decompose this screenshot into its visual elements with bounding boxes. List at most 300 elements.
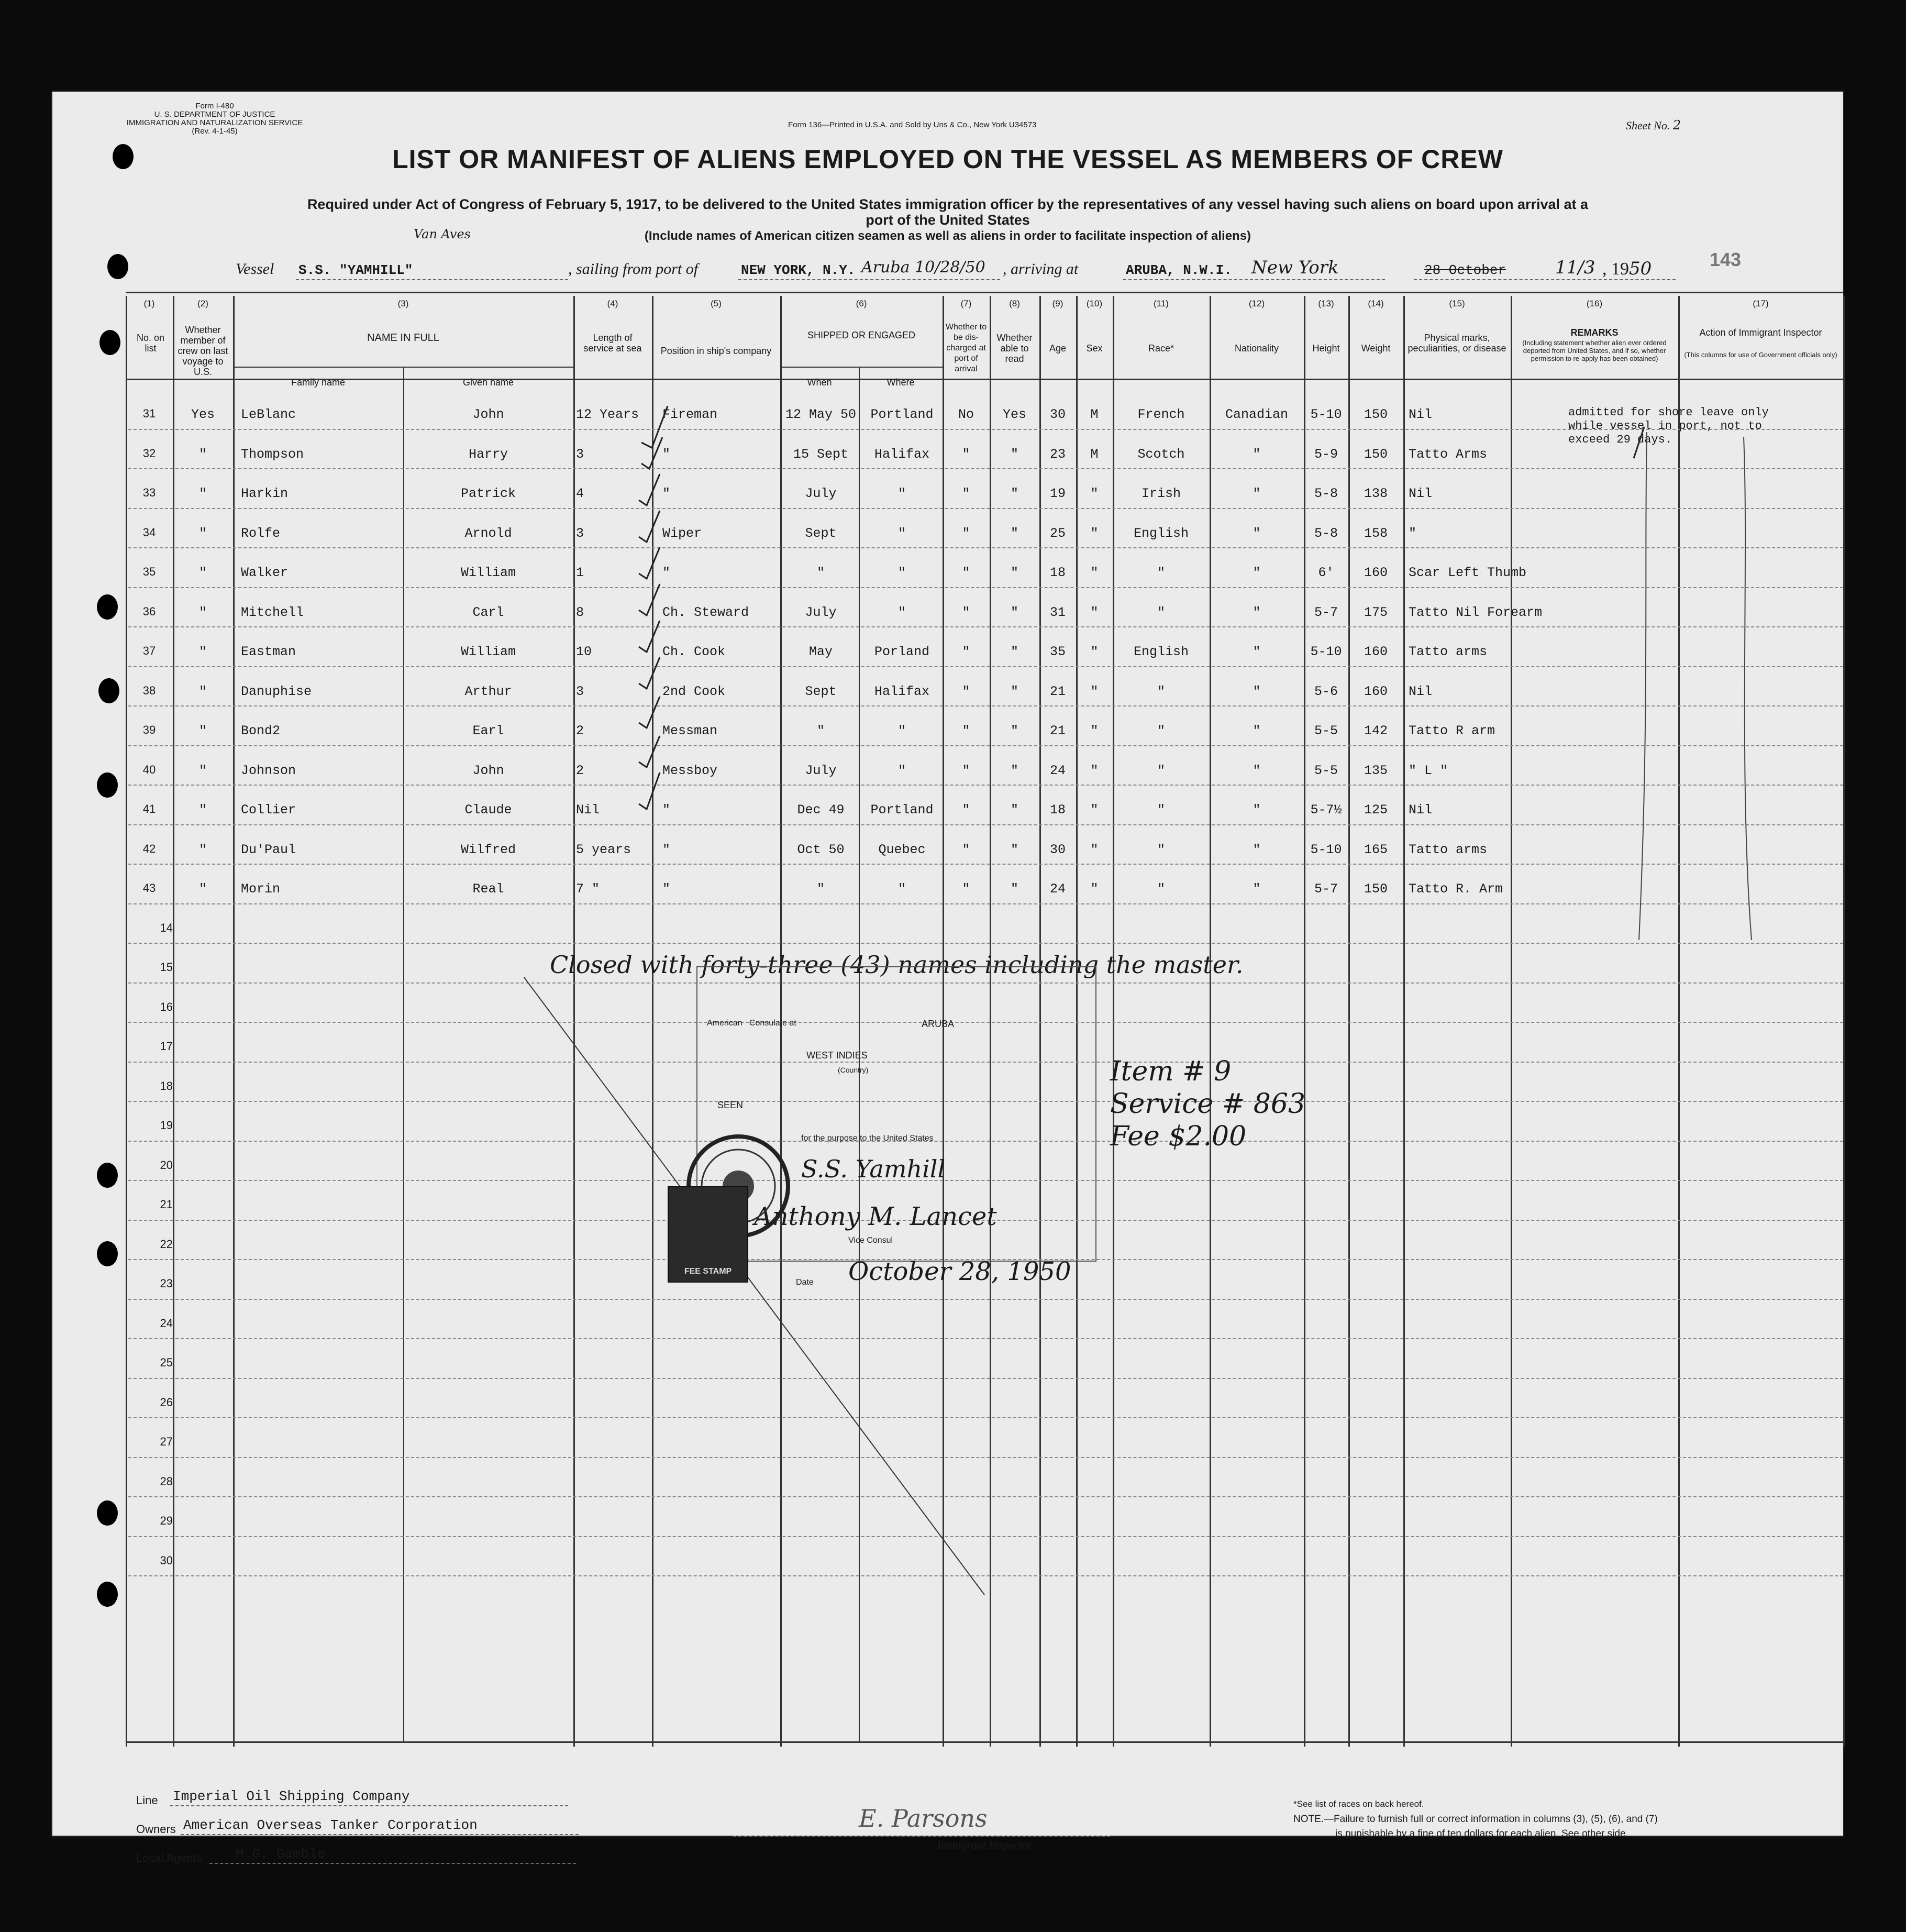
cell-read: " [1010, 881, 1018, 897]
cell-prev: " [198, 525, 207, 541]
cell-nationality: " [1253, 644, 1261, 659]
empty-row-number: 19 [160, 1119, 173, 1132]
cell-height: 5-10 [1310, 407, 1342, 422]
arriving-handwritten: New York [1251, 257, 1339, 278]
col-header-action: Action of Immigrant Inspector [1699, 327, 1822, 338]
cell-when: Sept [805, 683, 837, 699]
empty-row-number: 29 [160, 1514, 173, 1527]
cell-read: " [1010, 723, 1018, 738]
cell-nationality: " [1253, 802, 1261, 818]
cell-given: Earl [472, 723, 504, 738]
cell-when: " [816, 723, 825, 738]
cell-service: 5 years [576, 842, 631, 857]
cell-nationality: " [1253, 842, 1261, 857]
cell-service: 3 [576, 525, 584, 541]
sheet-number: Sheet No. 2 [1626, 118, 1681, 133]
col-num: (1) [143, 299, 155, 308]
service-check-marks [631, 406, 694, 825]
cell-given: Wilfred [460, 842, 516, 857]
col-header-age: Age [1049, 343, 1067, 354]
vessel-annotation: Van Aves [414, 227, 471, 241]
cell-family: Bond2 [241, 723, 281, 738]
cell-height: 6' [1318, 565, 1334, 580]
cell-nationality: Canadian [1225, 407, 1289, 422]
service-note [1110, 1055, 1305, 1153]
empty-row-number: 26 [160, 1395, 173, 1409]
cell-position: 2nd Cook [662, 683, 726, 699]
cell-weight: 125 [1364, 802, 1388, 818]
col-header-weight: Weight [1361, 343, 1391, 354]
col-header-previous-voyage: Whether member of crew on last voyage to U.S. [178, 325, 228, 377]
cell-no: 40 [142, 763, 156, 776]
cell-where: " [897, 604, 906, 620]
cell-where: " [897, 486, 906, 501]
cell-weight: 160 [1364, 683, 1388, 699]
cell-given: Carl [472, 604, 504, 620]
col-header-race: Race* [1148, 343, 1174, 354]
cell-position: " [662, 446, 671, 462]
cell-where: Portland [870, 407, 934, 422]
cell-age: 19 [1049, 486, 1066, 501]
cell-service: 8 [576, 604, 584, 620]
cell-age: 23 [1049, 446, 1066, 462]
cell-given: William [460, 644, 516, 659]
table-bottom-border [126, 1741, 1843, 1743]
cell-marks: Tatto Arms [1409, 446, 1488, 462]
cell-sex: " [1090, 763, 1099, 778]
cell-height: 5-7 [1314, 881, 1338, 897]
cell-nationality: " [1253, 723, 1261, 738]
cell-sex: " [1090, 842, 1099, 857]
cell-age: 24 [1049, 763, 1066, 778]
cell-age: 35 [1049, 644, 1066, 659]
col-header-when: When [807, 377, 832, 388]
cell-when: Dec 49 [797, 802, 845, 818]
cell-sex: " [1090, 881, 1099, 897]
col-header-length-of-service: Length of service at sea [583, 333, 642, 354]
col-header-given-name: Given name [462, 377, 514, 388]
cell-position: " [662, 881, 671, 897]
cell-sex: " [1090, 525, 1099, 541]
cell-discharged: " [962, 881, 970, 897]
cell-no: 35 [142, 565, 156, 578]
cell-read: " [1010, 683, 1018, 699]
cell-family: Thompson [241, 446, 304, 462]
consulate-vessel-signed: S.S. Yamhill [801, 1155, 946, 1183]
footer-note-1: NOTE.—Failure to furnish full or correct information in columns (3), (5), (6), and (7) [1293, 1814, 1658, 1825]
cell-prev: " [198, 565, 207, 580]
cell-service: 3 [576, 446, 584, 462]
cell-race: French [1137, 407, 1185, 422]
cell-given: Arthur [464, 683, 512, 699]
cell-position: Ch. Cook [662, 644, 726, 659]
empty-row-number: 18 [160, 1079, 173, 1092]
cell-marks: Tatto R arm [1409, 723, 1495, 738]
cell-sex: " [1090, 683, 1099, 699]
cell-prev: Yes [191, 407, 215, 422]
cell-sex: " [1090, 486, 1099, 501]
cell-when: " [816, 881, 825, 897]
cell-given: Arnold [464, 525, 512, 541]
cell-service: 1 [576, 565, 584, 580]
date-typed: 28 October [1424, 262, 1506, 278]
cell-sex: " [1090, 565, 1099, 580]
cell-race: " [1157, 881, 1165, 897]
cell-when: 15 Sept [793, 446, 849, 462]
cell-nationality: " [1253, 683, 1261, 699]
cell-when: Oct 50 [797, 842, 845, 857]
footer-note-2: is punishable by a fine of ten dollars for each alien. See other side. [1335, 1828, 1628, 1839]
cell-no: 36 [142, 604, 156, 618]
col-num: (7) [960, 299, 972, 308]
empty-row-number: 16 [160, 1000, 173, 1013]
cell-nationality: " [1253, 881, 1261, 897]
cell-where: Halifax [874, 683, 930, 699]
cell-marks: Scar Left Thumb [1409, 565, 1527, 580]
cell-nationality: " [1253, 486, 1261, 501]
cell-race: " [1157, 842, 1165, 857]
cell-family: Morin [241, 881, 281, 897]
owners-label: Owners [136, 1823, 176, 1836]
cell-race: English [1133, 644, 1189, 659]
cell-no: 33 [142, 486, 156, 499]
consulate-seen: SEEN [717, 1100, 744, 1110]
cell-race: " [1157, 565, 1165, 580]
cell-family: Walker [241, 565, 289, 580]
cell-where: " [897, 565, 906, 580]
required-text-2: port of the United States [866, 212, 1030, 228]
cell-discharged: " [962, 644, 970, 659]
races-note: *See list of races on back hereof. [1293, 1799, 1424, 1809]
consulate-place: ARUBA [922, 1019, 955, 1029]
cell-weight: 165 [1364, 842, 1388, 857]
punch-hole [97, 1582, 118, 1607]
cell-race: English [1133, 525, 1189, 541]
cell-no: 43 [142, 881, 156, 895]
empty-row-number: 14 [160, 921, 173, 934]
cell-position: Fireman [662, 407, 718, 422]
cell-where: " [897, 525, 906, 541]
cell-family: Mitchell [241, 604, 304, 620]
cell-discharged: " [962, 683, 970, 699]
cell-family: Du'Paul [241, 842, 296, 857]
cell-weight: 135 [1364, 763, 1388, 778]
cell-discharged: " [962, 525, 970, 541]
cell-read: " [1010, 604, 1018, 620]
inspector-signature: E. Parsons [859, 1804, 988, 1832]
cell-marks: Tatto arms [1409, 842, 1488, 857]
page-title: LIST OR MANIFEST OF ALIENS EMPLOYED ON THE VESSEL AS MEMBERS OF CREW [392, 145, 1503, 174]
col-num: (13) [1318, 299, 1334, 308]
col-num: (6) [856, 299, 867, 308]
cell-read: Yes [1002, 407, 1026, 422]
cell-weight: 142 [1364, 723, 1388, 738]
service-number: Service # 863 [1110, 1088, 1306, 1120]
col-num: (9) [1052, 299, 1063, 308]
manifest-sheet [52, 92, 1843, 1864]
vessel-label: Vessel [236, 260, 274, 278]
cell-discharged: No [958, 407, 974, 422]
cell-position: Wiper [662, 525, 702, 541]
cell-prev: " [198, 881, 207, 897]
cell-when: May [808, 644, 833, 659]
cell-race: Scotch [1137, 446, 1185, 462]
cell-discharged: " [962, 763, 970, 778]
consul-date: October 28, 1950 [848, 1257, 1071, 1286]
consulate-purpose: for the purpose to the United States [801, 1134, 934, 1143]
line-value: Imperial Oil Shipping Company [173, 1789, 410, 1804]
cell-when: " [816, 565, 825, 580]
cell-marks: " L " [1409, 763, 1448, 778]
cell-read: " [1010, 565, 1018, 580]
cell-height: 5-7½ [1310, 802, 1342, 818]
cell-given: Claude [464, 802, 512, 818]
cell-race: " [1157, 683, 1165, 699]
cell-race: " [1157, 763, 1165, 778]
cell-height: 5-9 [1314, 446, 1338, 462]
col-header-action-note: (This columns for use of Government officials only) [1684, 351, 1837, 359]
cell-prev: " [198, 446, 207, 462]
col-num: (12) [1248, 299, 1265, 308]
consulate-country-label: (Country) [838, 1066, 869, 1074]
cell-nationality: " [1253, 565, 1261, 580]
cell-discharged: " [962, 486, 970, 501]
cell-weight: 150 [1364, 407, 1388, 422]
empty-row-number: 22 [160, 1237, 173, 1251]
punch-hole [98, 678, 119, 703]
cell-when: Sept [805, 525, 837, 541]
cell-service: Nil [576, 802, 600, 818]
cell-no: 31 [142, 407, 156, 420]
cell-given: Real [472, 881, 504, 897]
cell-discharged: " [962, 802, 970, 818]
include-note: (Include names of American citizen seamen as well as aliens in order to facilitate inspection of aliens) [644, 229, 1251, 243]
fee-stamp [668, 1186, 748, 1283]
cell-age: 24 [1049, 881, 1066, 897]
cell-age: 18 [1049, 802, 1066, 818]
cell-weight: 158 [1364, 525, 1388, 541]
vessel-name: S.S. "YAMHILL" [298, 262, 413, 278]
cell-family: Danuphise [241, 683, 312, 699]
cell-sex: " [1090, 802, 1099, 818]
cell-position: " [662, 842, 671, 857]
cell-age: 30 [1049, 842, 1066, 857]
cell-nationality: " [1253, 446, 1261, 462]
cell-family: Collier [241, 802, 296, 818]
cell-read: " [1010, 842, 1018, 857]
cell-height: 5-6 [1314, 683, 1338, 699]
cell-no: 42 [142, 842, 156, 855]
punch-hole [97, 1500, 118, 1526]
cell-position: Messman [662, 723, 718, 738]
cell-sex: " [1090, 644, 1099, 659]
cell-when: July [805, 604, 837, 620]
cell-marks: Nil [1409, 486, 1433, 501]
cell-no: 38 [142, 683, 156, 697]
cell-where: Halifax [874, 446, 930, 462]
table-top-border [126, 292, 1843, 293]
printer-line: Form 136—Printed in U.S.A. and Sold by Uns & Co., New York U34573 [788, 120, 1037, 129]
col-num: (11) [1154, 299, 1169, 308]
empty-row-number: 27 [160, 1435, 173, 1448]
empty-row-number: 20 [160, 1158, 173, 1172]
cell-sex: " [1090, 604, 1099, 620]
cell-no: 41 [142, 802, 156, 815]
punch-hole [97, 1241, 118, 1266]
remarks-strokes [1513, 406, 1827, 945]
cell-weight: 160 [1364, 644, 1388, 659]
cell-discharged: " [962, 842, 970, 857]
cell-weight: 138 [1364, 486, 1388, 501]
sailing-port: NEW YORK, N.Y. [741, 262, 856, 278]
cell-height: 5-8 [1314, 486, 1338, 501]
agents-label: Local Agents [136, 1851, 202, 1864]
cell-given: William [460, 565, 516, 580]
cell-marks: Nil [1409, 802, 1433, 818]
owners-value: American Overseas Tanker Corporation [183, 1817, 478, 1833]
empty-row-number: 21 [160, 1198, 173, 1211]
cell-marks: Nil [1409, 407, 1433, 422]
cell-discharged: " [962, 604, 970, 620]
consulate-line: American Consulate at [707, 1019, 796, 1028]
punch-hole [97, 1163, 118, 1188]
cell-read: " [1010, 763, 1018, 778]
cell-height: 5-8 [1314, 525, 1338, 541]
col-num: (15) [1449, 299, 1465, 308]
punch-hole [97, 594, 118, 620]
col-num: (3) [397, 299, 409, 308]
cell-no: 32 [142, 446, 156, 460]
cell-where: Quebec [878, 842, 926, 857]
cell-given: Harry [468, 446, 508, 462]
cell-race: " [1157, 604, 1165, 620]
cell-prev: " [198, 604, 207, 620]
date-handwritten: 11/3 [1555, 257, 1595, 278]
cell-prev: " [198, 763, 207, 778]
cell-height: 5-5 [1314, 723, 1338, 738]
cell-marks: Tatto Nil Forearm [1409, 604, 1543, 620]
empty-row-number: 30 [160, 1553, 173, 1567]
empty-row-number: 28 [160, 1474, 173, 1488]
cell-prev: " [198, 683, 207, 699]
arriving-port: ARUBA, N.W.I. [1126, 262, 1232, 278]
punch-hole [97, 772, 118, 798]
cell-service: 4 [576, 486, 584, 501]
cell-read: " [1010, 486, 1018, 501]
empty-row-number: 23 [160, 1277, 173, 1290]
empty-row-number: 15 [160, 961, 173, 974]
empty-row-number: 17 [160, 1040, 173, 1053]
cell-race: " [1157, 802, 1165, 818]
cell-nationality: " [1253, 763, 1261, 778]
col-header-nationality: Nationality [1234, 343, 1279, 354]
cell-read: " [1010, 525, 1018, 541]
cell-when: July [805, 486, 837, 501]
col-header-shipped: SHIPPED OR ENGAGED [807, 330, 916, 340]
col-header-where: Where [886, 377, 915, 388]
col-header-physical-marks: Physical marks, peculiarities, or disease [1408, 333, 1506, 354]
cell-prev: " [198, 486, 207, 501]
cell-service: 10 [576, 644, 592, 659]
cell-discharged: " [962, 565, 970, 580]
cell-nationality: " [1253, 604, 1261, 620]
cell-sex: M [1090, 407, 1099, 422]
inspector-label: Immigrant Inspector. [937, 1838, 1034, 1851]
cell-nationality: " [1253, 525, 1261, 541]
cell-prev: " [198, 842, 207, 857]
cell-weight: 160 [1364, 565, 1388, 580]
empty-row-number: 24 [160, 1316, 173, 1330]
cell-sex: M [1090, 446, 1099, 462]
cell-family: Harkin [241, 486, 289, 501]
cell-position: " [662, 486, 671, 501]
col-header-family-name: Family name [291, 377, 346, 388]
remarks-note: admitted for shore leave only while vessel in port, not to exceed 29 days. [1568, 406, 1769, 446]
col-num: (5) [711, 299, 722, 308]
cell-race: " [1157, 723, 1165, 738]
cell-where: " [897, 763, 906, 778]
col-num: (8) [1009, 299, 1020, 308]
cell-where: Portland [870, 802, 934, 818]
cell-read: " [1010, 446, 1018, 462]
col-header-sex: Sex [1086, 343, 1103, 354]
closing-note: Closed with forty-three (43) names including the master. [550, 951, 1244, 979]
sailing-label: , sailing from port of [568, 260, 699, 278]
cell-service: 2 [576, 763, 584, 778]
cell-read: " [1010, 644, 1018, 659]
cell-service: 12 Years [576, 407, 639, 422]
cell-position: Messboy [662, 763, 718, 778]
col-header-discharged: Whether to be dis-charged at port of arrival [945, 323, 987, 373]
cell-age: 21 [1049, 683, 1066, 699]
cell-marks: " [1409, 525, 1417, 541]
cell-marks: Tatto R. Arm [1409, 881, 1503, 897]
col-header-remarks: REMARKS [1570, 327, 1619, 338]
cell-height: 5-5 [1314, 763, 1338, 778]
cell-read: " [1010, 802, 1018, 818]
cell-where: " [897, 723, 906, 738]
stamp-number: 143 [1710, 249, 1742, 270]
cell-service: 7 " [576, 881, 600, 897]
service-item: Item # 9 [1110, 1056, 1232, 1087]
cell-service: 2 [576, 723, 584, 738]
cell-age: 18 [1049, 565, 1066, 580]
cell-service: 3 [576, 683, 584, 699]
cell-family: Rolfe [241, 525, 281, 541]
col-header-able-to-read: Whether able to read [996, 333, 1033, 364]
cell-marks: Nil [1409, 683, 1433, 699]
col-num: (2) [197, 299, 208, 308]
form-identifier: Form I-480 U. S. DEPARTMENT OF JUSTICE IMMIGRATION AND NATURALIZATION SERVICE (Rev. 4-1-45) [126, 102, 303, 136]
col-header-position: Position in ship's company [660, 346, 772, 356]
fee-stamp-label: FEE STAMP [684, 1267, 732, 1276]
cell-where: Porland [874, 644, 930, 659]
cell-discharged: " [962, 446, 970, 462]
cell-given: John [472, 407, 504, 422]
col-header-no: No. on list [136, 333, 165, 354]
cell-discharged: " [962, 723, 970, 738]
cell-no: 37 [142, 644, 156, 657]
cell-weight: 175 [1364, 604, 1388, 620]
cell-height: 5-10 [1310, 644, 1342, 659]
cell-age: 25 [1049, 525, 1066, 541]
col-num: (16) [1586, 299, 1603, 308]
cell-height: 5-10 [1310, 842, 1342, 857]
cell-when: 12 May 50 [785, 407, 857, 422]
cell-race: Irish [1141, 486, 1181, 501]
col-header-remarks-note: (Including statement whether alien ever ordered deported from United States, and if so, whether permission to re-apply has been obtained) [1522, 339, 1667, 362]
line-label: Line [136, 1794, 158, 1807]
